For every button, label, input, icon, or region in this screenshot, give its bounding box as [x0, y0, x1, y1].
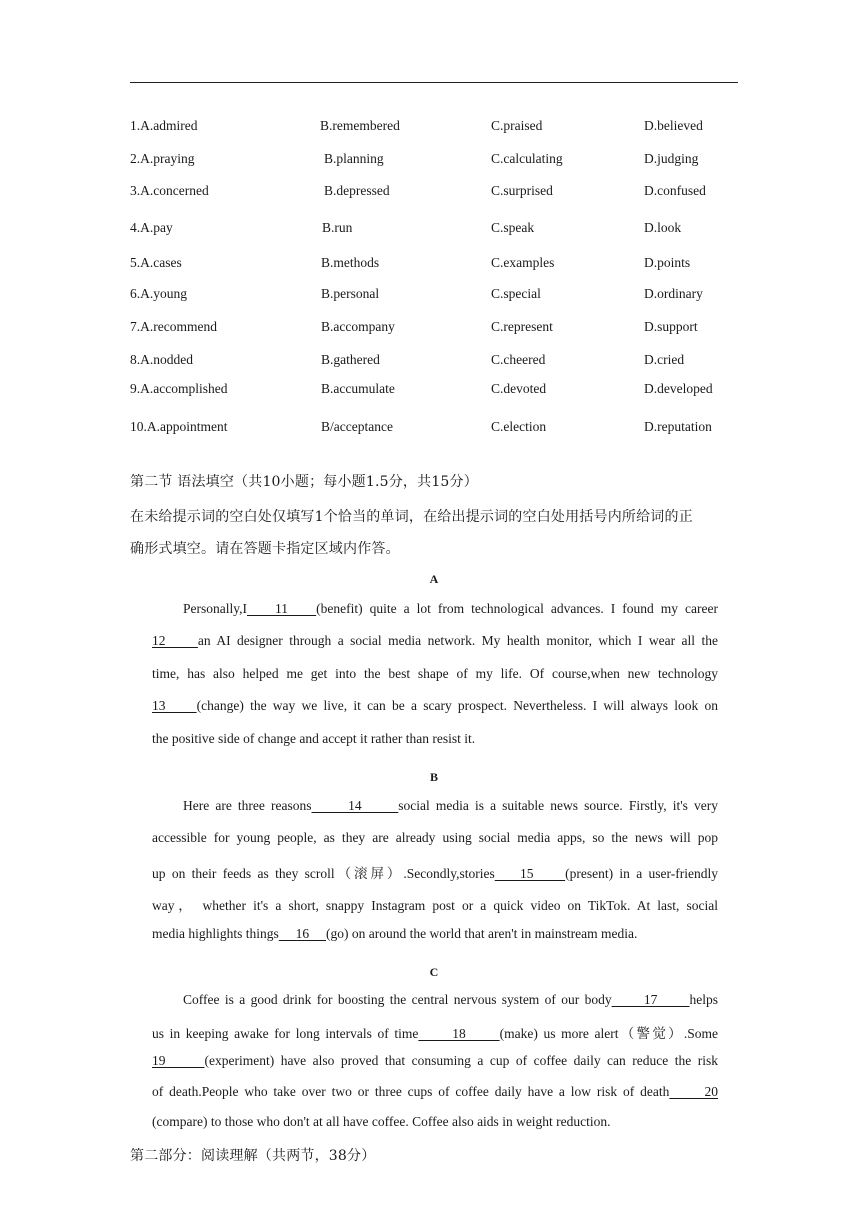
option-a[interactable]: 4.A.pay: [130, 220, 173, 235]
blank-11[interactable]: 11: [247, 601, 317, 616]
instruction-line-2: 确形式填空。请在答题卡指定区域内作答。: [130, 541, 400, 557]
option-b[interactable]: B.accompany: [321, 319, 395, 334]
question-2-options: [0, 151, 868, 171]
option-c[interactable]: C.special: [491, 286, 541, 301]
question-9-options: [0, 381, 868, 401]
blank-15[interactable]: 15: [494, 866, 566, 881]
option-a[interactable]: 1.A.admired: [130, 118, 198, 133]
part2-heading: 第二部分：阅读理解（共两节，38分）: [130, 1148, 376, 1164]
option-d[interactable]: D.look: [644, 220, 682, 235]
passage-a-line-1: Personally,I 11 (benefit) quite a lot from technological advances. I found my career: [183, 601, 718, 616]
option-d[interactable]: D.developed: [644, 381, 713, 396]
passage-b-label: B: [429, 770, 438, 784]
blank-19[interactable]: 19: [152, 1053, 205, 1068]
option-d[interactable]: D.reputation: [644, 419, 712, 434]
option-c[interactable]: C.election: [491, 419, 547, 434]
passage-b-line-5: media highlights things 16 (go) on around the world that aren't in mainstream media.: [152, 926, 638, 941]
question-7-options: [0, 319, 868, 339]
option-c[interactable]: C.devoted: [491, 381, 547, 396]
question-3-options: [0, 183, 868, 203]
option-b[interactable]: B.remembered: [320, 118, 400, 133]
option-a[interactable]: 9.A.accomplished: [130, 381, 228, 396]
option-c[interactable]: C.speak: [491, 220, 535, 235]
option-c[interactable]: C.calculating: [491, 151, 563, 166]
question-8-options: [0, 352, 868, 372]
option-a[interactable]: 10.A.appointment: [130, 419, 228, 434]
passage-b-line-1: Here are three reasons 14 social media is a suitable news source. Firstly, it's very: [183, 798, 718, 813]
passage-a-line-4: 13 (change) the way we live, it can be a scary prospect. Nevertheless. I will always look on: [152, 698, 718, 713]
option-d[interactable]: D.points: [644, 255, 691, 270]
option-d[interactable]: D.ordinary: [644, 286, 703, 301]
option-b[interactable]: B/acceptance: [321, 419, 393, 434]
question-6-options: [0, 286, 868, 306]
top-divider: [130, 82, 738, 83]
passage-c-line-5: (compare) to those who don't at all have coffee. Coffee also aids in weight reduction.: [152, 1114, 611, 1129]
passage-a-label: A: [429, 572, 439, 586]
question-5-options: [0, 255, 868, 275]
option-b[interactable]: B.gathered: [321, 352, 380, 367]
option-b[interactable]: B.methods: [321, 255, 380, 270]
blank-14[interactable]: 14: [311, 798, 399, 813]
passage-a-line-2: 12 an AI designer through a social media network. My health monitor, which I wear all the: [152, 633, 719, 648]
blank-20[interactable]: 20: [669, 1084, 719, 1099]
option-d[interactable]: D.judging: [644, 151, 699, 166]
option-b[interactable]: B.accumulate: [321, 381, 395, 396]
option-a[interactable]: 6.A.young: [130, 286, 187, 301]
passage-c-label: C: [429, 965, 439, 979]
option-a[interactable]: 5.A.cases: [130, 255, 182, 270]
option-d[interactable]: D.believed: [644, 118, 703, 133]
passage-b-line-2: accessible for young people, as they are already using social media apps, so the news will pop: [152, 830, 718, 845]
option-d[interactable]: D.support: [644, 319, 698, 334]
option-a[interactable]: 7.A.recommend: [130, 319, 217, 334]
option-a[interactable]: 8.A.nodded: [130, 352, 193, 367]
option-c[interactable]: C.cheered: [491, 352, 546, 367]
option-c[interactable]: C.surprised: [491, 183, 553, 198]
option-b[interactable]: B.planning: [324, 151, 384, 166]
blank-12[interactable]: 12: [152, 633, 198, 648]
option-c[interactable]: C.examples: [491, 255, 555, 270]
instruction-line-1: 在未给提示词的空白处仅填写1个恰当的单词，在给出提示词的空白处用括号内所给词的正: [130, 509, 693, 525]
passage-c-line-1: Coffee is a good drink for boosting the central nervous system of our body 17 helps: [183, 992, 718, 1007]
passage-a-line-3: time, has also helped me get into the best shape of my life. Of course,when new technology: [152, 666, 718, 681]
option-a[interactable]: 3.A.concerned: [130, 183, 209, 198]
option-b[interactable]: B.personal: [321, 286, 380, 301]
blank-13[interactable]: 13: [152, 698, 197, 713]
blank-17[interactable]: 17: [611, 992, 690, 1007]
passage-a-line-5: the positive side of change and accept it rather than resist it.: [152, 731, 476, 746]
passage-c-line-3: 19 (experiment) have also proved that consuming a cup of coffee daily can reduce the risk: [152, 1053, 718, 1068]
option-c[interactable]: C.represent: [491, 319, 553, 334]
blank-18[interactable]: 18: [418, 1026, 500, 1041]
blank-16[interactable]: 16: [278, 926, 326, 941]
option-b[interactable]: B.run: [322, 220, 353, 235]
passage-b-line-4: way， whether it's a short, snappy Instagram post or a quick video on TikTok. At last, social: [152, 898, 718, 913]
passage-c-line-4: of death.People who take over two or three cups of coffee daily have a low risk of death 20: [152, 1084, 719, 1099]
option-c[interactable]: C.praised: [491, 118, 543, 133]
question-1-options: [0, 118, 868, 138]
option-d[interactable]: D.cried: [644, 352, 685, 367]
option-d[interactable]: D.confused: [644, 183, 706, 198]
question-4-options: [0, 220, 868, 240]
passage-c-line-2: us in keeping awake for long intervals of time 18 (make) us more alert（警觉）.Some: [152, 1026, 718, 1041]
section-heading: 第二节 语法填空（共10小题；每小题1.5分，共15分）: [130, 474, 478, 490]
option-b[interactable]: B.depressed: [324, 183, 390, 198]
question-10-options: [0, 419, 868, 439]
passage-b-line-3: up on their feeds as they scroll（滚屏）.Secondly,stories 15 (present) in a user-friendly: [152, 866, 718, 881]
option-a[interactable]: 2.A.praying: [130, 151, 195, 166]
